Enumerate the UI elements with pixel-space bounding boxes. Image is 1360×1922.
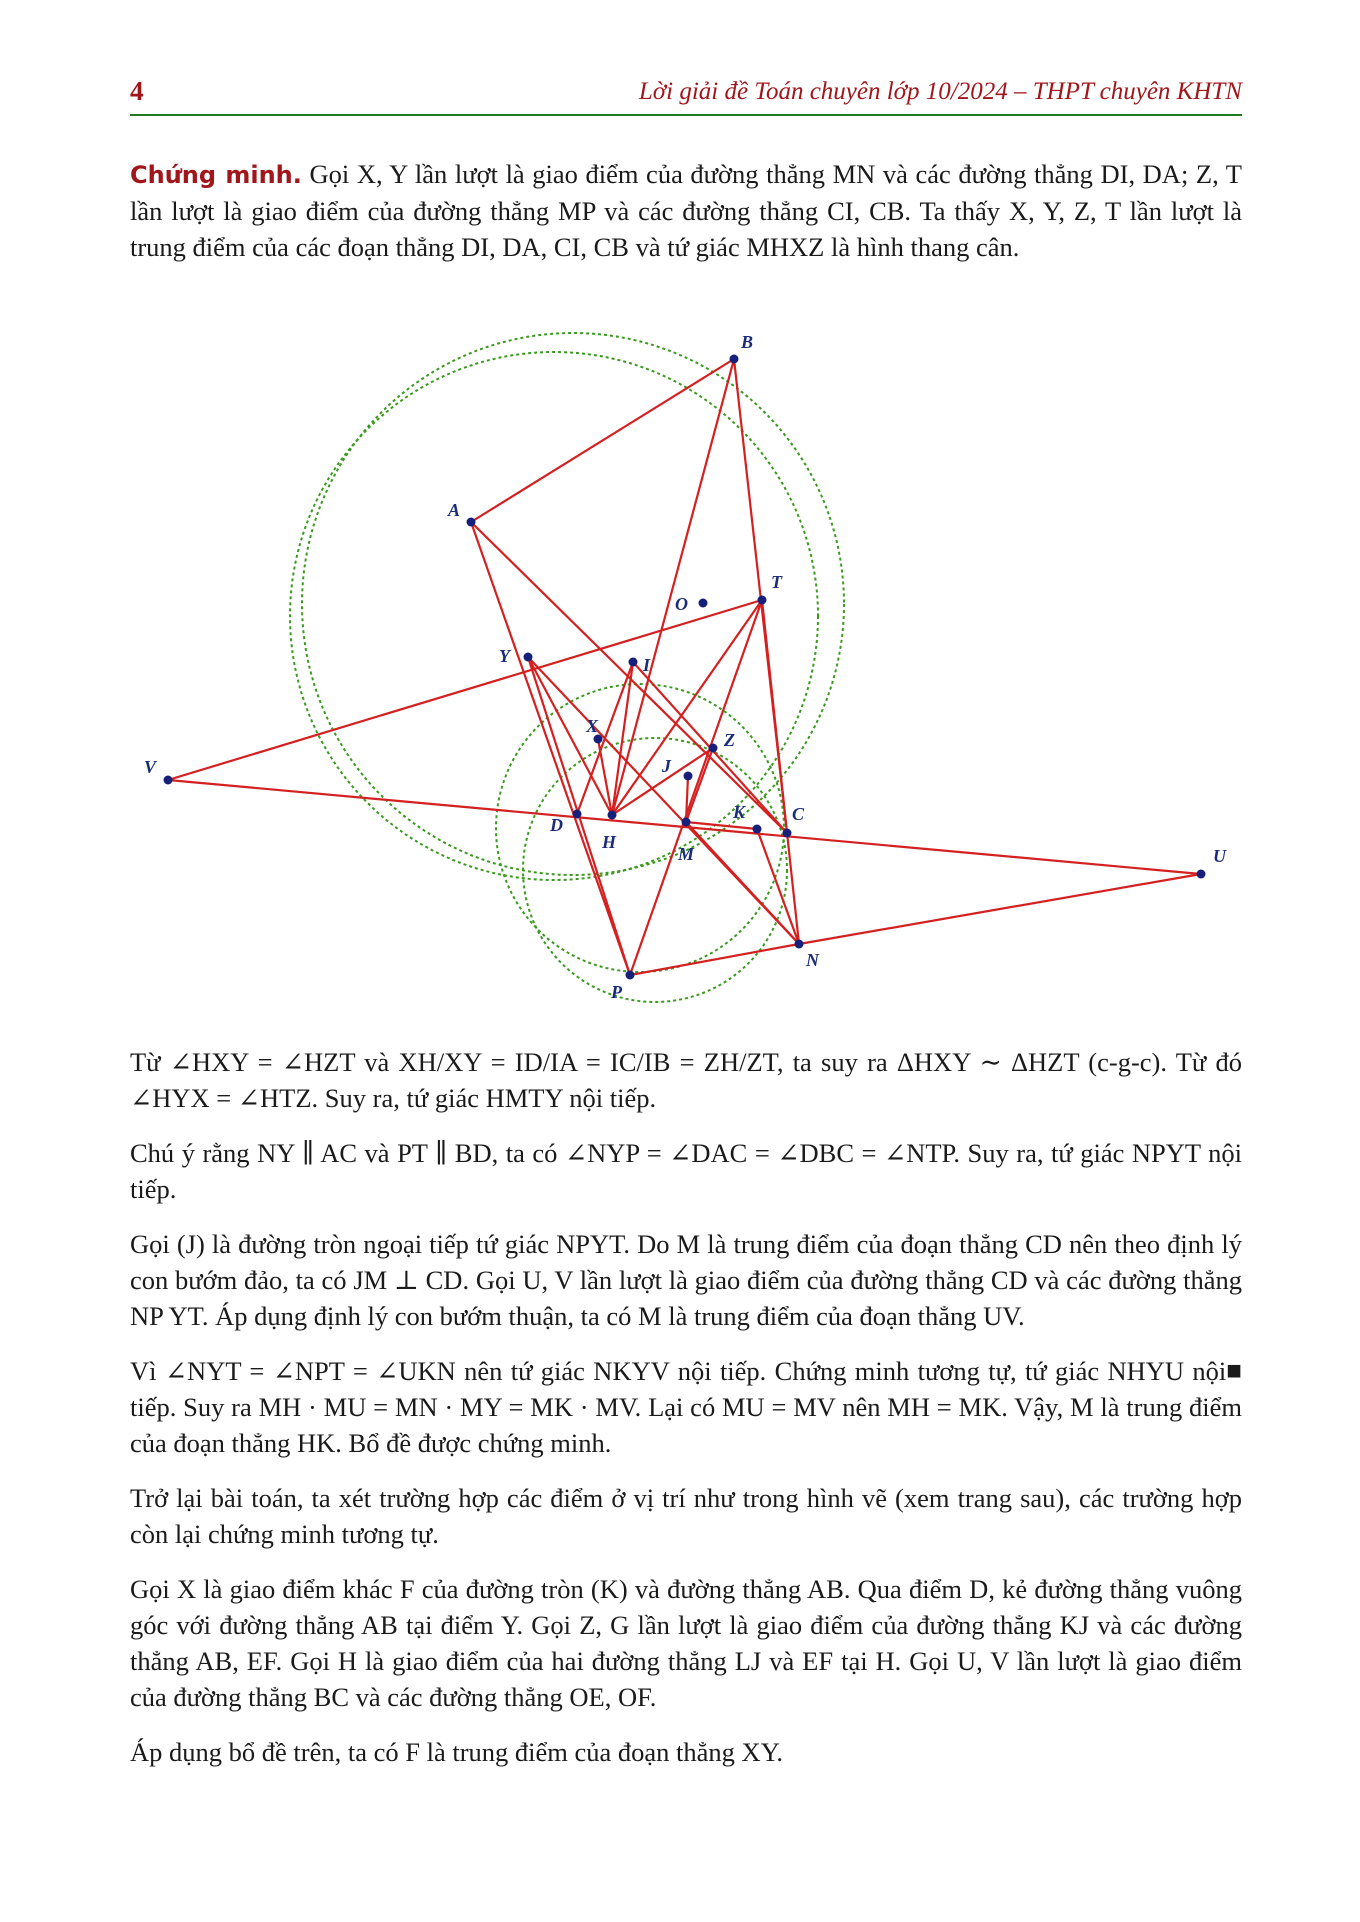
paragraph-butterfly: Gọi (J) là đường tròn ngoại tiếp tứ giác NPYT. Do M là trung điểm của đoạn thẳng CD nên theo định lý con bướm đảo, ta có JM ⊥ CD. Gọi U, V lần lượt là giao điểm của đường thẳng CD và các đường thẳng NP YT. Áp dụng định lý con bướm thuận, ta có M là trung điểm của đoạn thẳng UV. <box>130 1229 1242 1331</box>
point-A <box>467 518 476 527</box>
seg-AP <box>471 522 630 975</box>
label-O: O <box>675 594 688 614</box>
point-T <box>758 596 767 605</box>
paragraph-apply-lemma: Áp dụng bổ đề trên, ta có F là trung điểm của đoạn thẳng XY. <box>130 1737 784 1767</box>
label-J: J <box>662 756 671 776</box>
label-A: A <box>448 500 461 520</box>
label-N: N <box>806 950 819 970</box>
label-U: U <box>1213 846 1226 866</box>
label-B: B <box>741 332 754 352</box>
point-C <box>783 829 792 838</box>
label-K: K <box>733 802 746 822</box>
label-I: I <box>643 655 651 675</box>
paragraph-conclusion-text: Vì ∠NYT = ∠NPT = ∠UKN nên tứ giác NKYV nội tiếp. Chứng minh tương tự, tứ giác NHYU nội tiếp. Suy ra MH · MU = MN · MY = MK · MV. Lại có MU = MV nên MH = MK. Vậy, M là trung điểm của đoạn thẳng HK. Bổ đề được chứng minh. <box>130 1356 1242 1458</box>
point-K <box>753 825 762 834</box>
page-header <box>130 70 1242 116</box>
label-Y: Y <box>499 646 510 666</box>
point-Y <box>524 653 533 662</box>
proof-intro <box>130 156 1242 284</box>
proof-intro-paragraph <box>130 156 1242 265</box>
paragraph-return: Trở lại bài toán, ta xét trường hợp các điểm ở vị trí như trong hình vẽ (xem trang sau), các trường hợp còn lại chứng minh tương tự. <box>130 1483 1242 1549</box>
paragraph-construction: Gọi X là giao điểm khác F của đường tròn (K) và đường thẳng AB. Qua điểm D, kẻ đường thẳng vuông góc với đường thẳng AB tại điểm Y. Gọi Z, G lần lượt là giao điểm của đường thẳng KJ và các đường thẳng AB, EF. Gọi H là giao điểm của hai đường thẳng LJ và EF tại H. Gọi U, V lần lượt là giao điểm của đường thẳng BC và các đường thẳng OE, OF. <box>130 1574 1242 1712</box>
seg-AC <box>471 522 787 833</box>
label-T: T <box>771 572 782 592</box>
point-U <box>1197 870 1206 879</box>
geometry-figure <box>130 330 1242 1020</box>
seg-MN <box>686 822 799 944</box>
running-title: Lời giải đề Toán chuyên lớp 10/2024 – THPT chuyên KHTN <box>638 78 1242 105</box>
seg-UN <box>799 874 1201 944</box>
point-P <box>626 971 635 980</box>
seg-DI <box>577 662 633 814</box>
point-J <box>684 772 693 781</box>
seg-PN <box>630 944 799 975</box>
point-D <box>573 810 582 819</box>
paragraph-similar-triangles: Từ ∠HXY = ∠HZT và XH/XY = ID/IA = IC/IB = ZH/ZT, ta suy ra ΔHXY ∼ ΔHZT (c-g-c). Từ đó ∠HYX = ∠HTZ. Suy ra, tứ giác HMTY nội tiếp. <box>130 1047 1242 1113</box>
point-H <box>608 811 617 820</box>
seg-ZM <box>686 748 713 822</box>
seg-AB <box>471 359 734 522</box>
point-I <box>629 658 638 667</box>
label-X: X <box>586 716 599 736</box>
page-number: 4 <box>130 76 144 106</box>
label-H: H <box>602 832 617 852</box>
label-M: M <box>678 844 695 864</box>
paragraph-conclusion <box>130 1353 1242 1461</box>
geometry-diagram <box>130 330 1242 1020</box>
point-O <box>699 599 708 608</box>
point-N <box>795 940 804 949</box>
point-M <box>682 818 691 827</box>
proof-body <box>130 1044 1242 1789</box>
qed-symbol: ■ <box>1226 1356 1242 1385</box>
proof-intro-text: Gọi X, Y lần lượt là giao điểm của đường thẳng MN và các đường thẳng DI, DA; Z, T lần lượt là giao điểm của đường thẳng MP và các đường thẳng CI, CB. Ta thấy X, Y, Z, T lần lượt là trung điểm của các đoạn thẳng DI, DA, CI, CB và tứ giác MHXZ là hình thang cân. <box>130 159 1242 262</box>
seg-VT <box>168 600 762 780</box>
point-V <box>164 776 173 785</box>
paragraph-parallel: Chú ý rằng NY ∥ AC và PT ∥ BD, ta có ∠NYP = ∠DAC = ∠DBC = ∠NTP. Suy ra, tứ giác NPYT nội tiếp. <box>130 1138 1242 1204</box>
label-Z: Z <box>724 730 735 750</box>
label-C: C <box>792 804 805 824</box>
label-D: D <box>550 815 563 835</box>
point-Z <box>709 744 718 753</box>
circle-J <box>523 738 787 1002</box>
proof-label: Chứng minh. <box>130 161 302 189</box>
point-B <box>730 355 739 364</box>
circle-HMTY <box>290 352 818 880</box>
label-V: V <box>144 757 157 777</box>
label-P: P <box>611 982 622 1002</box>
